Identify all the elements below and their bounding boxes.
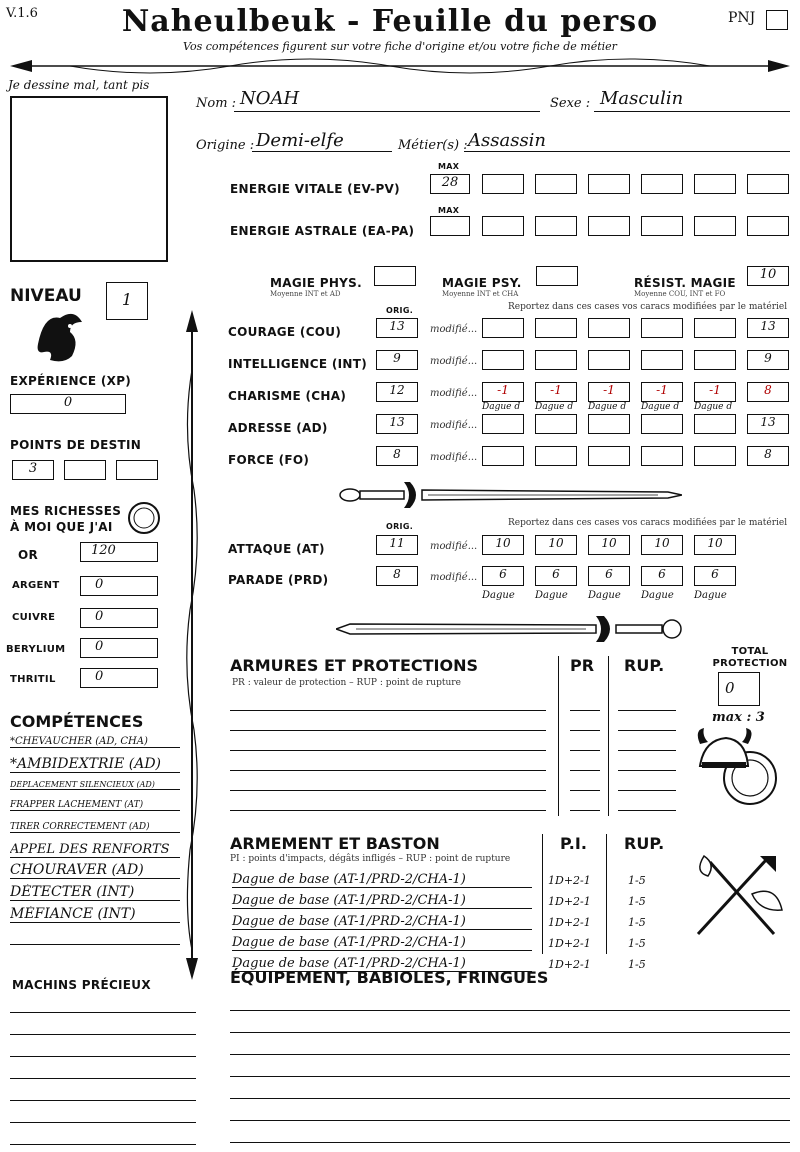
weapon-name[interactable]: Dague de base (AT-1/PRD-2/CHA-1) xyxy=(232,935,532,951)
armement-rup-label: RUP. xyxy=(624,834,665,853)
carac-mod-box[interactable] xyxy=(694,414,736,434)
weapon-rup[interactable]: 1-5 xyxy=(628,958,646,971)
combat-mod-box[interactable]: 10 xyxy=(535,535,577,555)
combat-mod-box[interactable]: 10 xyxy=(694,535,736,555)
weapon-pi[interactable]: 1D+2-1 xyxy=(548,958,591,971)
combat-mod-box[interactable]: 6 xyxy=(641,566,683,586)
carac-final-box[interactable]: 13 xyxy=(747,414,789,434)
competence-item: *CHEVAUCHER (AD, CHA) xyxy=(10,736,180,748)
competence-item: DÉTECTER (INT) xyxy=(10,884,180,901)
magie-phys-sub: Moyenne INT et AD xyxy=(270,290,341,298)
ev-box-1[interactable] xyxy=(482,174,524,194)
or-box[interactable]: 120 xyxy=(80,542,158,562)
origine-label: Origine : xyxy=(196,138,255,153)
thritil-label: THRITIL xyxy=(10,674,56,685)
carac-mod-box[interactable] xyxy=(588,318,630,338)
ea-box-5[interactable] xyxy=(694,216,736,236)
magie-psy-label: MAGIE PSY. xyxy=(442,276,522,290)
resist-magie-label: RÉSIST. MAGIE xyxy=(634,276,736,290)
ev-max-label: MAX xyxy=(438,162,460,171)
berylium-label: BERYLIUM xyxy=(6,644,66,655)
weapons-icon xyxy=(690,854,786,942)
competence-item: APPEL DES RENFORTS xyxy=(10,842,180,858)
carac-mod-box[interactable]: -1 xyxy=(588,382,630,402)
sword-icon xyxy=(336,612,684,646)
carac-mod-box[interactable] xyxy=(482,318,524,338)
destin-box-1[interactable]: 3 xyxy=(12,460,54,480)
xp-box[interactable]: 0 xyxy=(10,394,126,414)
xp-label: EXPÉRIENCE (XP) xyxy=(10,374,132,388)
combat-modifie-label: modifié... xyxy=(430,541,478,552)
armement-pi-label: P.I. xyxy=(560,834,587,853)
resist-magie-sub: Moyenne COU, INT et FO xyxy=(634,290,726,298)
ea-max-label: MAX xyxy=(438,206,460,215)
nom-field[interactable]: NOAH xyxy=(240,88,300,109)
competence-item: FRAPPER LÂCHEMENT (AT) xyxy=(10,800,180,811)
total-protection-box[interactable]: 0 xyxy=(718,672,760,706)
carac-modifie-label: modifié... xyxy=(430,420,478,431)
carac-label: ADRESSE (AD) xyxy=(228,421,328,435)
weapon-name[interactable]: Dague de base (AT-1/PRD-2/CHA-1) xyxy=(232,956,532,972)
carac-mod-box[interactable] xyxy=(482,350,524,370)
ev-box-5[interactable] xyxy=(694,174,736,194)
ev-box-3[interactable] xyxy=(588,174,630,194)
carac-modifie-label: modifié... xyxy=(430,324,478,335)
carac-mod-box[interactable] xyxy=(588,446,630,466)
armement-sub: PI : points d'impacts, dégâts infligés – RUP : point de rupture xyxy=(230,854,511,864)
carac-label: INTELLIGENCE (INT) xyxy=(228,357,367,371)
total-protection-label-2: PROTECTION xyxy=(712,658,788,669)
ev-box-2[interactable] xyxy=(535,174,577,194)
combat-label: PARADE (PRD) xyxy=(228,573,329,587)
magie-psy-box[interactable] xyxy=(536,266,578,286)
machins-label: MACHINS PRÉCIEUX xyxy=(12,978,151,992)
ev-box-4[interactable] xyxy=(641,174,683,194)
dragon-icon xyxy=(30,304,86,366)
caracs-hint: Reportez dans ces cases vos caracs modifiées par le matériel xyxy=(508,302,788,312)
richesses-label-2: À MOI QUE J'AI xyxy=(10,520,113,534)
armures-title: ARMURES ET PROTECTIONS xyxy=(230,656,478,675)
carac-mod-box[interactable] xyxy=(694,350,736,370)
carac-mod-box[interactable] xyxy=(482,446,524,466)
competence-item: DÉPLACEMENT SILENCIEUX (AD) xyxy=(10,780,180,790)
carac-modifie-label: modifié... xyxy=(430,452,478,463)
carac-mod-box[interactable] xyxy=(694,446,736,466)
destin-box-3[interactable] xyxy=(116,460,158,480)
combat-mod-note: Dague xyxy=(535,590,568,601)
carac-mod-note: Dague d xyxy=(588,402,627,412)
destin-box-2[interactable] xyxy=(64,460,106,480)
combat-hint: Reportez dans ces cases vos caracs modifiées par le matériel xyxy=(508,518,788,528)
origine-field[interactable]: Demi-elfe xyxy=(256,130,344,151)
metier-field[interactable]: Assassin xyxy=(468,130,547,151)
combat-mod-box[interactable]: 6 xyxy=(694,566,736,586)
weapon-pi[interactable]: 1D+2-1 xyxy=(548,895,591,908)
resist-magie-box[interactable]: 10 xyxy=(747,266,789,286)
armures-pr-label: PR xyxy=(570,656,595,675)
niveau-box[interactable]: 1 xyxy=(106,282,148,320)
helmet-shield-icon xyxy=(694,726,780,814)
carac-orig-box[interactable]: 8 xyxy=(376,446,418,466)
carac-mod-box[interactable] xyxy=(694,318,736,338)
combat-mod-note: Dague xyxy=(694,590,727,601)
ev-box-6[interactable] xyxy=(747,174,789,194)
combat-mod-box[interactable]: 10 xyxy=(588,535,630,555)
ea-box-1[interactable] xyxy=(482,216,524,236)
combat-mod-box[interactable]: 10 xyxy=(641,535,683,555)
cuivre-label: CUIVRE xyxy=(12,612,56,623)
weapon-rup[interactable]: 1-5 xyxy=(628,937,646,950)
competence-item: CHOURAVER (AD) xyxy=(10,862,180,879)
carac-mod-box[interactable] xyxy=(535,318,577,338)
thritil-box[interactable]: 0 xyxy=(80,668,158,688)
cuivre-box[interactable]: 0 xyxy=(80,608,158,628)
ea-box-3[interactable] xyxy=(588,216,630,236)
weapon-name[interactable]: Dague de base (AT-1/PRD-2/CHA-1) xyxy=(232,914,532,930)
carac-final-box[interactable]: 9 xyxy=(747,350,789,370)
combat-mod-note: Dague xyxy=(641,590,674,601)
carac-final-box[interactable]: 13 xyxy=(747,318,789,338)
nom-label: Nom : xyxy=(196,96,237,111)
carac-mod-box[interactable]: -1 xyxy=(535,382,577,402)
pnj-checkbox[interactable] xyxy=(766,10,788,30)
argent-label: ARGENT xyxy=(12,580,60,591)
carac-orig-box[interactable]: 13 xyxy=(376,318,418,338)
ea-box-6[interactable] xyxy=(747,216,789,236)
armement-title: ARMEMENT ET BASTON xyxy=(230,834,440,853)
carac-mod-box[interactable] xyxy=(588,414,630,434)
metier-label: Métier(s) : xyxy=(398,138,468,153)
armures-rup-label: RUP. xyxy=(624,656,665,675)
combat-orig-label: ORIG. xyxy=(386,522,414,531)
armures-sub: PR : valeur de protection – RUP : point de rupture xyxy=(232,678,461,688)
total-protection-label-1: TOTAL xyxy=(731,646,769,657)
coin-icon xyxy=(126,500,162,536)
combat-mod-box[interactable]: 6 xyxy=(482,566,524,586)
weapon-pi[interactable]: 1D+2-1 xyxy=(548,916,591,929)
magie-phys-label: MAGIE PHYS. xyxy=(270,276,362,290)
spear-decoration xyxy=(180,310,204,980)
carac-mod-box[interactable] xyxy=(588,350,630,370)
header-spear-decoration xyxy=(10,54,790,78)
combat-mod-note: Dague xyxy=(588,590,621,601)
carac-mod-box[interactable] xyxy=(535,350,577,370)
sexe-field[interactable]: Masculin xyxy=(600,88,684,109)
ea-box-2[interactable] xyxy=(535,216,577,236)
carac-mod-box[interactable]: -1 xyxy=(694,382,736,402)
carac-mod-box[interactable] xyxy=(535,414,577,434)
carac-final-box[interactable]: 8 xyxy=(747,382,789,402)
carac-orig-box[interactable]: 13 xyxy=(376,414,418,434)
carac-mod-box[interactable] xyxy=(482,414,524,434)
weapon-rup[interactable]: 1-5 xyxy=(628,916,646,929)
carac-mod-note: Dague d xyxy=(694,402,733,412)
combat-modifie-label: modifié... xyxy=(430,572,478,583)
weapon-rup[interactable]: 1-5 xyxy=(628,895,646,908)
carac-label: CHARISME (CHA) xyxy=(228,389,347,403)
combat-mod-box[interactable]: 10 xyxy=(482,535,524,555)
ev-label: ENERGIE VITALE (EV-PV) xyxy=(230,182,400,196)
niveau-label: NIVEAU xyxy=(10,286,82,306)
carac-orig-box[interactable]: 12 xyxy=(376,382,418,402)
weapon-pi[interactable]: 1D+2-1 xyxy=(548,874,591,887)
pnj-label: PNJ xyxy=(728,10,756,26)
combat-label: ATTAQUE (AT) xyxy=(228,542,325,556)
carac-mod-note: Dague d xyxy=(482,402,521,412)
combat-orig-box[interactable]: 8 xyxy=(376,566,418,586)
competence-item: MÉFIANCE (INT) xyxy=(10,906,180,923)
carac-modifie-label: modifié... xyxy=(430,356,478,367)
combat-mod-box[interactable]: 6 xyxy=(535,566,577,586)
ea-label: ENERGIE ASTRALE (EA-PA) xyxy=(230,224,415,238)
weapon-name[interactable]: Dague de base (AT-1/PRD-2/CHA-1) xyxy=(232,893,532,909)
carac-label: COURAGE (COU) xyxy=(228,325,342,339)
carac-label: FORCE (FO) xyxy=(228,453,310,467)
carac-modifie-label: modifié... xyxy=(430,388,478,399)
ea-max-box[interactable] xyxy=(430,216,470,236)
carac-mod-note: Dague d xyxy=(535,402,574,412)
richesses-label-1: MES RICHESSES xyxy=(10,504,122,518)
or-label: OR xyxy=(18,548,39,562)
magie-phys-box[interactable] xyxy=(374,266,416,286)
portrait-caption: Je dessine mal, tant pis xyxy=(8,78,150,92)
argent-box[interactable]: 0 xyxy=(80,576,158,596)
sword-icon xyxy=(338,478,682,512)
sheet-subtitle: Vos compétences figurent sur votre fiche d'origine et/ou votre fiche de métier xyxy=(183,40,617,53)
carac-mod-note: Dague d xyxy=(641,402,680,412)
ev-max-box[interactable]: 28 xyxy=(430,174,470,194)
combat-orig-box[interactable]: 11 xyxy=(376,535,418,555)
version-label: V.1.6 xyxy=(6,6,38,21)
ea-box-4[interactable] xyxy=(641,216,683,236)
competences-label: COMPÉTENCES xyxy=(10,712,144,731)
equipement-title: ÉQUIPEMENT, BABIOLES, FRINGUES xyxy=(230,968,549,987)
sheet-title: Naheulbeuk - Feuille du perso xyxy=(121,4,659,39)
carac-mod-box[interactable] xyxy=(641,446,683,466)
weapon-pi[interactable]: 1D+2-1 xyxy=(548,937,591,950)
caracs-orig-label: ORIG. xyxy=(386,306,414,315)
competence-item: *AMBIDEXTRIE (AD) xyxy=(10,756,180,773)
combat-mod-box[interactable]: 6 xyxy=(588,566,630,586)
weapon-rup[interactable]: 1-5 xyxy=(628,874,646,887)
carac-mod-box[interactable] xyxy=(641,350,683,370)
carac-orig-box[interactable]: 9 xyxy=(376,350,418,370)
competence-item: TIRER CORRECTEMENT (AD) xyxy=(10,822,180,833)
carac-mod-box[interactable] xyxy=(641,318,683,338)
carac-mod-box[interactable]: -1 xyxy=(482,382,524,402)
carac-mod-box[interactable] xyxy=(641,414,683,434)
carac-mod-box[interactable] xyxy=(535,446,577,466)
magie-psy-sub: Moyenne INT et CHA xyxy=(442,290,519,298)
protection-max: max : 3 xyxy=(712,710,765,725)
destin-label: POINTS DE DESTIN xyxy=(10,438,142,452)
weapon-name[interactable]: Dague de base (AT-1/PRD-2/CHA-1) xyxy=(232,872,532,888)
portrait-frame[interactable] xyxy=(10,96,168,262)
combat-mod-note: Dague xyxy=(482,590,515,601)
sexe-label: Sexe : xyxy=(550,96,591,111)
carac-final-box[interactable]: 8 xyxy=(747,446,789,466)
berylium-box[interactable]: 0 xyxy=(80,638,158,658)
carac-mod-box[interactable]: -1 xyxy=(641,382,683,402)
